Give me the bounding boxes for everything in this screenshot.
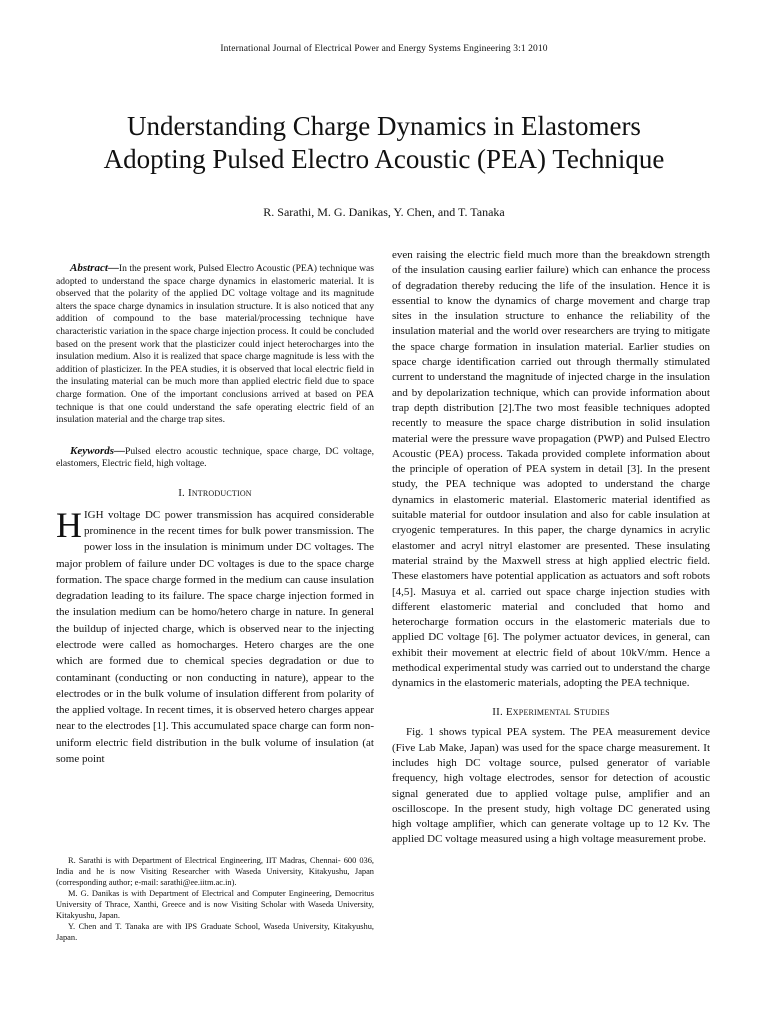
left-column <box>56 248 374 767</box>
section-heading-experimental-studies: II. Experimental Studies <box>492 705 610 718</box>
journal-header: International Journal of Electrical Power and Energy Systems Engineering 3:1 2010 <box>220 44 548 54</box>
experimental-studies-paragraph: Fig. 1 shows typical PEA system. The PEA measurement device (Five Lab Make, Japan) was used for the space charge measurement. It includes high DC voltage source, pulsed generator of variable frequency, high voltage electrodes, sensor for detection of acoustic signal generated due to applied voltage pulse, amplifier and an oscilloscope. In the present study, high voltage DC generated using high voltage amplifier, which can generate voltage up to 12 Kv. The applied DC voltage measured using a high voltage measurement probe. <box>392 726 710 846</box>
title-line-2: Adopting Pulsed Electro Acoustic (PEA) Technique <box>103 144 665 174</box>
introduction-text: IGH voltage DC power transmission has acquired considerable prominence in the recent times for bulk power transmission. The power loss in the insulation is minimum under DC voltages. The major problem of failure under DC voltages is due to the space charge formation. The space charge formed in the medium can cause insulation degradation leading to its failure. The space charge injection formed in the insulation medium can be homo/hetero charge in nature. In general the buildup of injected charge, which is observed near to the injecting electrode were called as homocharges. Hetero charges are the one which are formed due to chemical species degradation or due to contaminant (conducting or non conducting in nature), appear to the electrodes or in the bulk volume of insulation different from polarity of the applied voltage. In recent times, it is observed hetero charges appear near to the electrodes [1]. This accumulated space charge can form non-uniform electric field distribution in the bulk volume of insulation (at some point <box>56 508 374 766</box>
footnote-3: Y. Chen and T. Tanaka are with IPS Graduate School, Waseda University, Kitakyushu, Japan. <box>56 922 374 942</box>
abstract-label: Abstract— <box>70 262 119 274</box>
keywords-text: Pulsed electro acoustic technique, space charge, DC voltage, elastomers, Electric field, high voltage. <box>56 445 374 470</box>
introduction-paragraph <box>56 504 374 768</box>
title-line-1: Understanding Charge Dynamics in Elastomers <box>127 111 641 141</box>
footnote-2: M. G. Danikas is with Department of Electrical and Computer Engineering, Democritus University of Thrace, Xanthi, Greece and is now Visiting Scholar with Waseda University, Kitakyushu, Japan. <box>56 889 374 920</box>
section-heading-introduction: I. Introduction <box>178 486 252 499</box>
paper-title <box>40 110 728 176</box>
author-footnotes <box>56 855 374 943</box>
introduction-continuation: even raising the electric field much more than the breakdown strength of the insulation causing earlier failure) which can enhance the process of degradation thereby reducing the life of the insulation. Hence it is essential to know the dynamics of charge movement and charge trap sites in the insulation structure to enhance the reliability of the insulation material and the world over researchers are trying to mitigate the space charge formation in insulation material. Earlier studies on space charge identification carried out through thermally stimulated current to understand the magnitude of injected charge in the insulation and by depolarization technique, which can provide information about trap depth distribution [2].The two most feasible techniques adopted recently to measure the space charge distribution in solid insulation material were the pressure wave propagation (PWP) and Pulsed Electro Acoustic (PEA) process. Takada provided complete information about the principle of operation of PEA system in detail [3]. In the present study, the PEA technique was adopted to understand the charge dynamics in elastomeric material. Elastomeric material identified as suitable material for outdoor insulation and also for cable insulation at cryogenic temperatures. In this paper, the charge dynamics in acrylic elastomer and acryl nitryl elastomer are presented. These insulating material straind by the Maxwell stress at high applied electric field. These elastomers have potential application as actuators and soft robots [4,5]. Masuya et al. carried out space charge injection studies with different elastomeric material and concluded that homo and heterocharge formation occurs in the elastomeric materials due to applied DC voltage [6]. The polymer actuator devices, in general, can exhibit their movement at electric field of about 10kV/mm. Hence a methodical experimental study was carried out to understand the charge dynamics in the elastomeric materials, adopting the PEA technique. <box>392 249 710 690</box>
keywords-label: Keywords— <box>70 444 125 457</box>
right-column <box>392 248 710 848</box>
drop-cap: H <box>56 504 82 545</box>
abstract <box>56 262 374 427</box>
author-list: R. Sarathi, M. G. Danikas, Y. Chen, and T. Tanaka <box>263 205 505 219</box>
footnote-1: R. Sarathi is with Department of Electrical Engineering, IIT Madras, Chennai- 600 036, India and he is now Visiting Researcher with Waseda University, Kitakyushu, Japan (corresponding author; e-mail: sarathi@ee.iitm.ac.in). <box>56 856 374 887</box>
abstract-text: In the present work, Pulsed Electro Acoustic (PEA) technique was adopted to understand the space charge dynamics in elastomeric material. It is observed that the polarity of the applied DC voltage voltage and its magnitude alters the space charge dynamics in insulation structure. It is also noticed that any addition of compound to the base material/processing technique have characteristic variation in the space charge injection process. It could be concluded based on the present work that the plasticizer could inject heterocharges into the insulation medium. Also it is realized that space charge magnitude is less with the addition of plasticizer. In the PEA studies, it is observed that local electric field in the insulating material can be much more than applied electric field due to space charge formation. One of the important conclusions arrived at based on PEA technique is that one could understand the safe operating electric field of an insulation material and the charge trap sites. <box>56 263 374 426</box>
keywords <box>56 445 374 471</box>
